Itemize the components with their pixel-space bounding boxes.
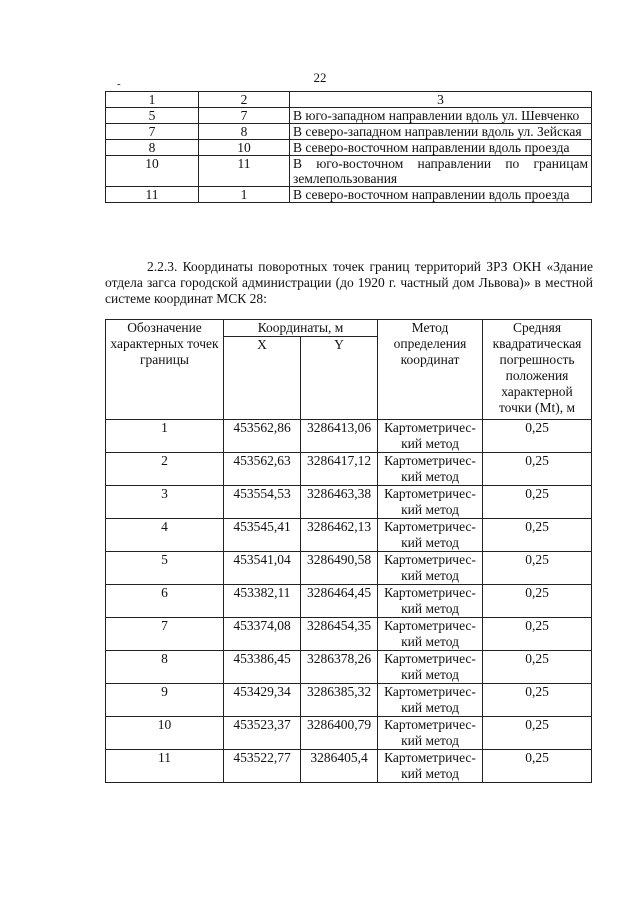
y-cell: 3286464,45 bbox=[301, 585, 378, 618]
to-point-cell: 10 bbox=[199, 140, 290, 156]
point-cell: 10 bbox=[106, 717, 224, 750]
error-cell: 0,25 bbox=[483, 684, 592, 717]
direction-cell: В юго-восточном направлении по границам землепользования bbox=[290, 156, 592, 187]
table-header-row bbox=[106, 92, 592, 108]
error-cell: 0,25 bbox=[483, 486, 592, 519]
error-cell: 0,25 bbox=[483, 651, 592, 684]
error-header: Средняя квадратическая погрешность положения характерной точки (Mt), м bbox=[483, 320, 592, 420]
table-row bbox=[106, 750, 592, 783]
method-cell: Картометричес-кий метод bbox=[378, 651, 483, 684]
point-cell: 5 bbox=[106, 552, 224, 585]
point-cell: 6 bbox=[106, 585, 224, 618]
x-cell: 453522,77 bbox=[224, 750, 301, 783]
method-header: Метод определения координат bbox=[378, 320, 483, 420]
table-row bbox=[106, 486, 592, 519]
table-row bbox=[106, 453, 592, 486]
section-paragraph bbox=[105, 259, 593, 307]
error-cell: 0,25 bbox=[483, 552, 592, 585]
direction-cell: В северо-восточном направлении вдоль проезда bbox=[290, 187, 592, 203]
table-row bbox=[106, 651, 592, 684]
table-row bbox=[106, 717, 592, 750]
page-number: 22 bbox=[313, 70, 327, 85]
header-cell: 1 bbox=[106, 92, 199, 108]
y-cell: 3286405,4 bbox=[301, 750, 378, 783]
from-point-cell: 5 bbox=[106, 108, 199, 124]
method-cell: Картометричес-кий метод bbox=[378, 486, 483, 519]
y-cell: 3286417,12 bbox=[301, 453, 378, 486]
table-row bbox=[106, 684, 592, 717]
point-cell: 4 bbox=[106, 519, 224, 552]
x-cell: 453429,34 bbox=[224, 684, 301, 717]
error-cell: 0,25 bbox=[483, 585, 592, 618]
x-cell: 453541,04 bbox=[224, 552, 301, 585]
y-cell: 3286413,06 bbox=[301, 420, 378, 453]
table-row bbox=[106, 618, 592, 651]
point-cell: 7 bbox=[106, 618, 224, 651]
method-cell: Картометричес-кий метод bbox=[378, 552, 483, 585]
table-row bbox=[106, 519, 592, 552]
direction-cell: В юго-западном направлении вдоль ул. Шевченко bbox=[290, 108, 592, 124]
y-cell: 3286378,26 bbox=[301, 651, 378, 684]
x-cell: 453523,37 bbox=[224, 717, 301, 750]
x-cell: 453382,11 bbox=[224, 585, 301, 618]
error-cell: 0,25 bbox=[483, 519, 592, 552]
x-cell: 453386,45 bbox=[224, 651, 301, 684]
method-cell: Картометричес-кий метод bbox=[378, 420, 483, 453]
y-cell: 3286462,13 bbox=[301, 519, 378, 552]
method-cell: Картометричес-кий метод bbox=[378, 453, 483, 486]
margin-mark: - bbox=[117, 78, 121, 90]
y-cell: 3286463,38 bbox=[301, 486, 378, 519]
error-cell: 0,25 bbox=[483, 717, 592, 750]
table-header-row bbox=[106, 320, 592, 337]
table-row bbox=[106, 124, 592, 140]
y-cell: 3286385,32 bbox=[301, 684, 378, 717]
from-point-cell: 8 bbox=[106, 140, 199, 156]
method-cell: Картометричес-кий метод bbox=[378, 717, 483, 750]
y-header: Y bbox=[301, 337, 378, 420]
point-cell: 1 bbox=[106, 420, 224, 453]
point-cell: 9 bbox=[106, 684, 224, 717]
x-cell: 453374,08 bbox=[224, 618, 301, 651]
header-cell: 2 bbox=[199, 92, 290, 108]
y-cell: 3286400,79 bbox=[301, 717, 378, 750]
point-cell: 11 bbox=[106, 750, 224, 783]
method-cell: Картометричес-кий метод bbox=[378, 519, 483, 552]
boundary-description-table bbox=[105, 91, 592, 203]
error-cell: 0,25 bbox=[483, 453, 592, 486]
point-cell: 3 bbox=[106, 486, 224, 519]
direction-cell: В северо-западном направлении вдоль ул. Зейская bbox=[290, 124, 592, 140]
table-row bbox=[106, 140, 592, 156]
designation-header: Обозначение характерных точек границы bbox=[106, 320, 224, 420]
y-cell: 3286454,35 bbox=[301, 618, 378, 651]
to-point-cell: 11 bbox=[199, 156, 290, 187]
to-point-cell: 7 bbox=[199, 108, 290, 124]
method-cell: Картометричес-кий метод bbox=[378, 684, 483, 717]
to-point-cell: 1 bbox=[199, 187, 290, 203]
point-cell: 8 bbox=[106, 651, 224, 684]
method-cell: Картометричес-кий метод bbox=[378, 585, 483, 618]
header-cell: 3 bbox=[290, 92, 592, 108]
from-point-cell: 7 bbox=[106, 124, 199, 140]
y-cell: 3286490,58 bbox=[301, 552, 378, 585]
table-row bbox=[106, 156, 592, 187]
section-body: Координаты поворотных точек границ территорий ЗРЗ ОКН «Здание отдела загса городской администрации (до 1920 г. частный дом Львова)» в местной системе координат МСК 28: bbox=[105, 259, 593, 306]
from-point-cell: 11 bbox=[106, 187, 199, 203]
to-point-cell: 8 bbox=[199, 124, 290, 140]
point-cell: 2 bbox=[106, 453, 224, 486]
table-row bbox=[106, 108, 592, 124]
table-row bbox=[106, 552, 592, 585]
error-cell: 0,25 bbox=[483, 618, 592, 651]
from-point-cell: 10 bbox=[106, 156, 199, 187]
x-cell: 453562,63 bbox=[224, 453, 301, 486]
table-row bbox=[106, 585, 592, 618]
table-row bbox=[106, 187, 592, 203]
error-cell: 0,25 bbox=[483, 750, 592, 783]
error-cell: 0,25 bbox=[483, 420, 592, 453]
x-cell: 453562,86 bbox=[224, 420, 301, 453]
table-row bbox=[106, 420, 592, 453]
method-cell: Картометричес-кий метод bbox=[378, 750, 483, 783]
x-header: X bbox=[224, 337, 301, 420]
direction-cell: В северо-восточном направлении вдоль проезда bbox=[290, 140, 592, 156]
x-cell: 453554,53 bbox=[224, 486, 301, 519]
coordinates-table bbox=[105, 319, 592, 783]
x-cell: 453545,41 bbox=[224, 519, 301, 552]
method-cell: Картометричес-кий метод bbox=[378, 618, 483, 651]
section-number: 2.2.3. bbox=[147, 259, 178, 274]
coordinates-header: Координаты, м bbox=[224, 320, 378, 337]
